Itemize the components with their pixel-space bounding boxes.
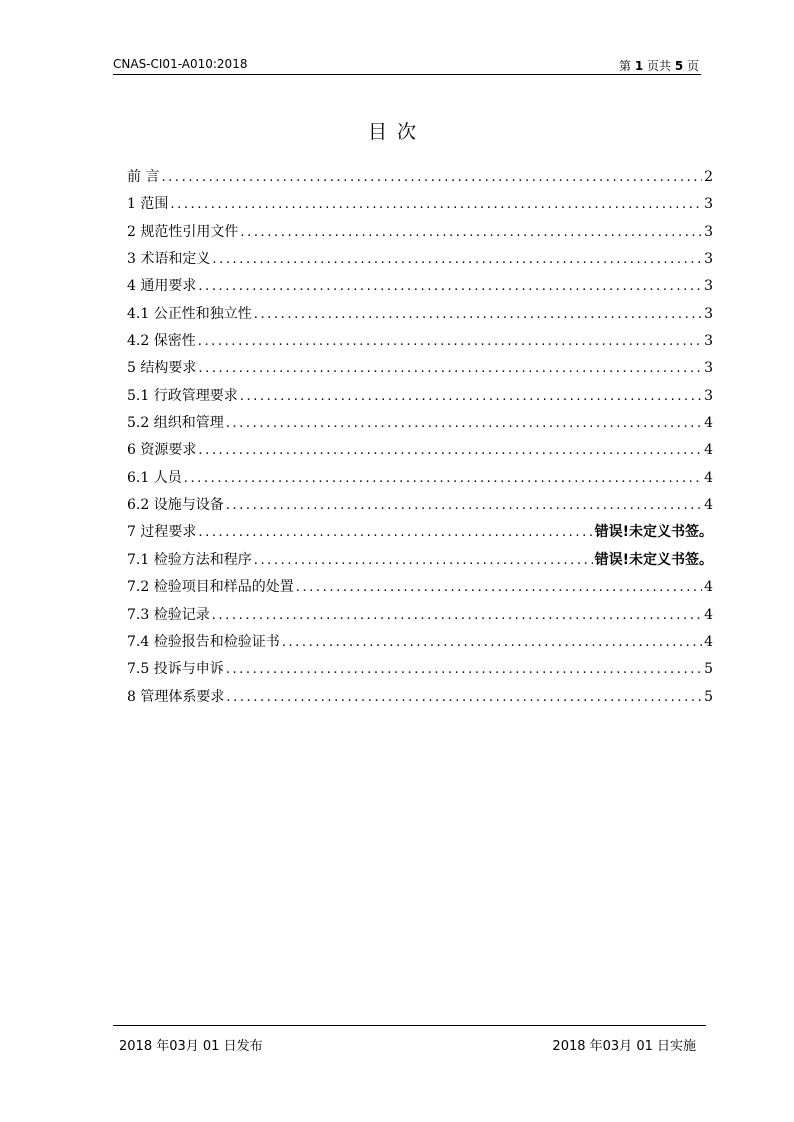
toc-leader <box>198 355 702 382</box>
toc-leader <box>198 437 702 464</box>
toc-page-number: 3 <box>704 360 713 377</box>
toc-entry-3[interactable] <box>127 246 713 273</box>
toc-entry-foreword[interactable] <box>127 164 713 191</box>
toc-entry-8[interactable] <box>127 684 713 711</box>
toc-label: 7.4 检验报告和检验证书 <box>127 633 280 650</box>
toc-label: 8 管理体系要求 <box>127 688 225 705</box>
toc-leader <box>226 492 702 519</box>
toc-entry-5-2[interactable] <box>127 410 713 437</box>
toc-entry-7-3[interactable] <box>127 602 713 629</box>
toc-entry-1[interactable] <box>127 191 713 218</box>
toc-page-number: 3 <box>704 333 713 350</box>
toc-leader <box>198 519 592 546</box>
toc-label: 7.1 检验方法和程序 <box>127 551 252 568</box>
toc-label: 5.2 组织和管理 <box>127 415 224 432</box>
toc-entry-7[interactable] <box>127 519 713 546</box>
toc-label: 4.1 公正性和独立性 <box>127 305 252 322</box>
toc-label: 6.2 设施与设备 <box>127 497 224 514</box>
toc-entry-5[interactable] <box>127 355 713 382</box>
page-number-info: 第 1 页共 5 页 <box>618 59 699 73</box>
toc-page-number: 3 <box>704 305 713 322</box>
toc-entry-4-1[interactable] <box>127 301 713 328</box>
toc-leader <box>161 164 702 191</box>
toc-leader <box>282 629 702 656</box>
toc-page-number: 3 <box>704 278 713 295</box>
toc-label: 7 过程要求 <box>127 524 197 541</box>
toc-leader <box>212 602 702 629</box>
toc-page-number: 4 <box>704 633 713 650</box>
toc-entry-2[interactable] <box>127 219 713 246</box>
toc-leader <box>226 656 702 683</box>
toc-entry-6[interactable] <box>127 437 713 464</box>
toc-page-number: 4 <box>704 497 713 514</box>
document-code: CNAS-CI01-A010:2018 <box>113 57 248 71</box>
publish-date: 2018 年03月 01 日发布 <box>119 1039 263 1054</box>
toc-entry-7-2[interactable] <box>127 574 713 601</box>
table-of-contents <box>127 164 713 711</box>
toc-label: 4.2 保密性 <box>127 333 196 350</box>
toc-label: 前 言 <box>127 169 160 185</box>
toc-leader <box>240 383 702 410</box>
toc-entry-4[interactable] <box>127 273 713 300</box>
toc-label: 7.3 检验记录 <box>127 606 210 623</box>
total-pages: 5 <box>674 59 684 73</box>
toc-page-number: 3 <box>704 196 713 213</box>
toc-leader <box>170 191 702 218</box>
toc-leader <box>226 684 702 711</box>
toc-leader <box>254 301 702 328</box>
toc-page-number: 5 <box>704 661 713 678</box>
toc-page-number: 3 <box>704 387 713 404</box>
toc-label: 1 范围 <box>127 196 169 213</box>
toc-page-number: 4 <box>704 469 713 486</box>
toc-page-number: 3 <box>704 223 713 240</box>
page-header <box>113 56 701 75</box>
toc-label: 6 资源要求 <box>127 442 197 459</box>
toc-page-number: 3 <box>704 251 713 268</box>
toc-page-number: 4 <box>704 415 713 432</box>
toc-leader <box>198 273 702 300</box>
toc-entry-4-2[interactable] <box>127 328 713 355</box>
toc-leader <box>254 547 593 574</box>
toc-leader <box>212 246 702 273</box>
toc-bookmark-error: 错误!未定义书签。 <box>594 551 713 568</box>
page-footer <box>113 1025 706 1054</box>
toc-label: 7.5 投诉与申诉 <box>127 661 224 678</box>
toc-leader <box>296 574 702 601</box>
toc-label: 3 术语和定义 <box>127 251 211 268</box>
toc-label: 6.1 人员 <box>127 469 182 486</box>
toc-leader <box>184 465 702 492</box>
toc-entry-5-1[interactable] <box>127 383 713 410</box>
toc-page-number: 4 <box>704 579 713 596</box>
toc-bookmark-error: 错误!未定义书签。 <box>594 524 713 541</box>
toc-label: 5 结构要求 <box>127 360 197 377</box>
toc-page-number: 2 <box>704 169 713 185</box>
toc-leader <box>226 410 702 437</box>
toc-entry-7-4[interactable] <box>127 629 713 656</box>
toc-label: 7.2 检验项目和样品的处置 <box>127 579 294 596</box>
page-title: 目次 <box>367 121 426 143</box>
toc-entry-7-1[interactable] <box>127 547 713 574</box>
toc-entry-6-1[interactable] <box>127 465 713 492</box>
toc-entry-6-2[interactable] <box>127 492 713 519</box>
toc-label: 2 规范性引用文件 <box>127 223 239 240</box>
toc-leader <box>198 328 702 355</box>
toc-label: 5.1 行政管理要求 <box>127 387 238 404</box>
toc-page-number: 4 <box>704 606 713 623</box>
implementation-date: 2018 年03月 01 日实施 <box>552 1039 696 1054</box>
toc-leader <box>240 219 702 246</box>
toc-label: 4 通用要求 <box>127 278 197 295</box>
current-page: 1 <box>634 59 644 73</box>
toc-page-number: 5 <box>704 688 713 705</box>
toc-entry-7-5[interactable] <box>127 656 713 683</box>
toc-page-number: 4 <box>704 442 713 459</box>
